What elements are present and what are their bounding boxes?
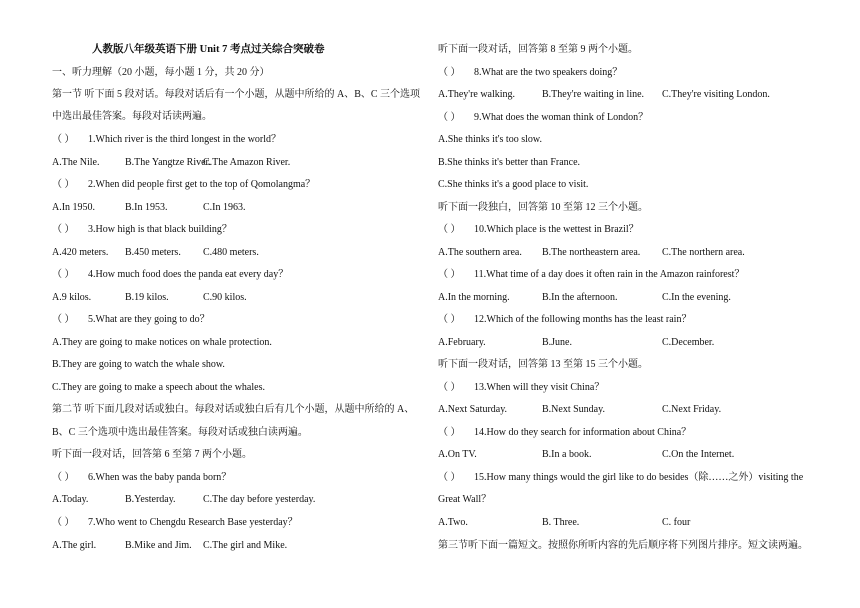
text-line: B、C 三个选项中选出最佳答案。每段对话或独白读两遍。 xyxy=(52,427,308,438)
answer-blank[interactable]: （ ） xyxy=(438,67,461,78)
question-line xyxy=(438,112,648,124)
option-c: C.480 meters. xyxy=(203,247,259,258)
answer-blank[interactable]: （ ） xyxy=(438,382,461,393)
option-a: A.The girl. xyxy=(52,540,97,551)
answer-blank[interactable]: （ ） xyxy=(52,314,75,325)
option-a: A.The southern area. xyxy=(438,247,522,258)
option-b: B.19 kilos. xyxy=(125,292,169,303)
text-line: 听下面一段独白，回答第 10 至第 12 三个小题。 xyxy=(438,202,648,213)
option-c: C.The northern area. xyxy=(662,247,745,258)
text-line: A.They are going to make notices on whale protection. xyxy=(52,337,272,348)
question-text: 7.Who went to Chengdu Research Base yesterday？ xyxy=(88,517,298,528)
question-text: 10.Which place is the wettest in Brazil？ xyxy=(474,224,639,235)
question-text: 14.How do they search for information about China？ xyxy=(474,427,692,438)
question-line xyxy=(438,472,803,484)
option-c: C.Next Friday. xyxy=(662,404,722,415)
question-line xyxy=(438,67,622,79)
question-line xyxy=(52,269,288,281)
option-a: A.Two. xyxy=(438,517,468,528)
option-c: C. four xyxy=(662,517,691,528)
question-text: 15.How many things would the girl like to do besides（除……之外）visiting the xyxy=(474,472,804,483)
question-line xyxy=(438,382,604,394)
answer-blank[interactable]: （ ） xyxy=(438,269,461,280)
option-b: B.In 1953. xyxy=(125,202,168,213)
option-a: A.They're walking. xyxy=(438,89,516,100)
text-line: 听下面一段对话，回答第 8 至第 9 两个小题。 xyxy=(438,44,638,55)
option-c: C.In the evening. xyxy=(662,292,731,303)
option-b: B.June. xyxy=(542,337,572,348)
text-line: 第二节 听下面几段对话或独白。每段对话或独白后有几个小题，从题中所给的 A、 xyxy=(52,404,415,415)
question-line xyxy=(52,224,232,236)
question-text: 8.What are the two speakers doing？ xyxy=(474,67,623,78)
question-text: 9.What does the woman think of London？ xyxy=(474,112,649,123)
question-text: 3.How high is that black building？ xyxy=(88,224,232,235)
option-b: B.The Yangtze River. xyxy=(125,157,211,168)
answer-blank[interactable]: （ ） xyxy=(438,224,461,235)
question-text: 4.How much food does the panda eat every day？ xyxy=(88,269,289,280)
text-line: C.She thinks it's a good place to visit. xyxy=(438,179,589,190)
answer-blank[interactable]: （ ） xyxy=(52,179,75,190)
question-text: 12.Which of the following months has the least rain？ xyxy=(474,314,692,325)
answer-blank[interactable]: （ ） xyxy=(52,472,75,483)
answer-blank[interactable]: （ ） xyxy=(438,314,461,325)
question-line xyxy=(438,427,691,439)
text-line: 第一节 听下面 5 段对话。每段对话后有一个小题，从题中所给的 A、B、C 三个选项 xyxy=(52,89,421,100)
answer-blank[interactable]: （ ） xyxy=(438,472,461,483)
text-line: A.She thinks it's too slow. xyxy=(438,134,542,145)
option-b: B.Mike and Jim. xyxy=(125,540,192,551)
question-line xyxy=(52,314,210,326)
option-c: C.They're visiting London. xyxy=(662,89,770,100)
answer-blank[interactable]: （ ） xyxy=(52,269,75,280)
question-text: 5.What are they going to do？ xyxy=(88,314,210,325)
option-a: A.420 meters. xyxy=(52,247,109,258)
option-b: B.They're waiting in line. xyxy=(542,89,645,100)
text-line: C.They are going to make a speech about the whales. xyxy=(52,382,265,393)
text-line: 中选出最佳答案。每段对话读两遍。 xyxy=(52,111,212,122)
question-text: 2.When did people first get to the top of Qomolangma？ xyxy=(88,179,316,190)
question-text: 6.When was the baby panda born？ xyxy=(88,472,232,483)
question-text: 11.What time of a day does it often rain in the Amazon rainforest？ xyxy=(474,269,745,280)
question-line xyxy=(438,269,744,281)
option-c: C.The day before yesterday. xyxy=(203,494,316,505)
option-a: A.The Nile. xyxy=(52,157,100,168)
answer-blank[interactable]: （ ） xyxy=(52,517,75,528)
option-b: B.Yesterday. xyxy=(125,494,176,505)
option-c: C.The girl and Mike. xyxy=(203,540,288,551)
question-line xyxy=(52,517,298,529)
question-text: 1.Which river is the third longest in the world？ xyxy=(88,134,282,145)
option-b: B.Next Sunday. xyxy=(542,404,605,415)
option-a: A.Today. xyxy=(52,494,89,505)
question-text: 13.When will they visit China？ xyxy=(474,382,605,393)
question-line xyxy=(52,472,231,484)
option-b: B.The northeastern area. xyxy=(542,247,641,258)
text-line: B.They are going to watch the whale show. xyxy=(52,359,225,370)
question-line xyxy=(438,314,691,326)
answer-blank[interactable]: （ ） xyxy=(438,427,461,438)
text-line: 第三节听下面一篇短文。按照你所听内容的先后顺序将下列图片排序。短文读两遍。 xyxy=(438,540,808,551)
option-a: A.In 1950. xyxy=(52,202,96,213)
option-a: A.On TV. xyxy=(438,449,477,460)
page-title: 人教版八年级英语下册 Unit 7 考点过关综合突破卷 xyxy=(92,44,325,55)
answer-blank[interactable]: （ ） xyxy=(52,224,75,235)
option-a: A.February. xyxy=(438,337,486,348)
option-a: A.9 kilos. xyxy=(52,292,92,303)
text-line: 听下面一段对话，回答第 6 至第 7 两个小题。 xyxy=(52,449,252,460)
question-line xyxy=(52,134,281,146)
option-b: B.In a book. xyxy=(542,449,592,460)
text-line: 一、听力理解（20 小题，每小题 1 分，共 20 分） xyxy=(52,67,270,78)
answer-blank[interactable]: （ ） xyxy=(438,112,461,123)
option-b: B. Three. xyxy=(542,517,580,528)
option-c: C.In 1963. xyxy=(203,202,246,213)
text-line: Great Wall？ xyxy=(438,494,492,505)
option-c: C.The Amazon River. xyxy=(203,157,291,168)
option-a: A.In the morning. xyxy=(438,292,510,303)
option-c: C.On the Internet. xyxy=(662,449,735,460)
option-c: C.December. xyxy=(662,337,715,348)
text-line: B.She thinks it's better than France. xyxy=(438,157,581,168)
answer-blank[interactable]: （ ） xyxy=(52,134,75,145)
text-line: 听下面一段对话，回答第 13 至第 15 三个小题。 xyxy=(438,359,648,370)
question-line xyxy=(52,179,315,191)
option-b: B.450 meters. xyxy=(125,247,181,258)
question-line xyxy=(438,224,639,236)
option-a: A.Next Saturday. xyxy=(438,404,508,415)
option-b: B.In the afternoon. xyxy=(542,292,618,303)
option-c: C.90 kilos. xyxy=(203,292,247,303)
